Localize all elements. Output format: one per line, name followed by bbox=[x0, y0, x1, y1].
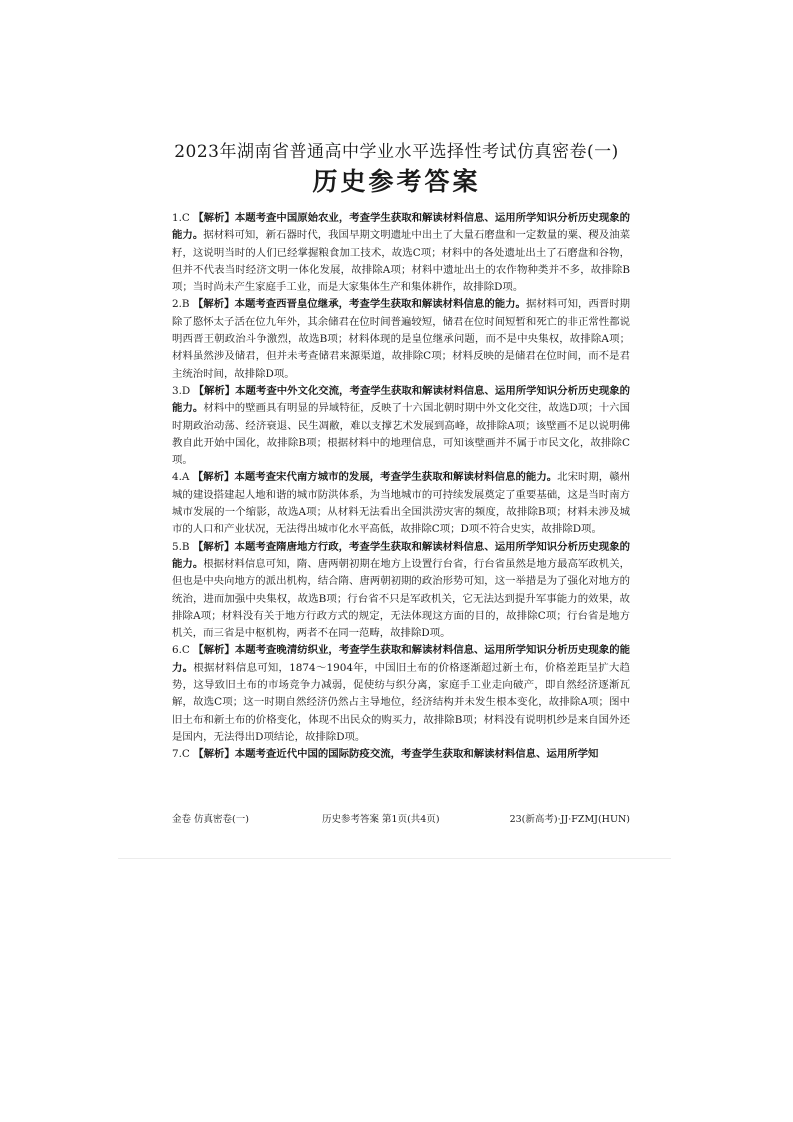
answer-body: 北宋时期，赣州城的建设搭建起人地和谐的城市防洪体系，为当地城市的可持续发展奠定了重要基础，这是当时南方城市发展的一个缩影，故选A项；从材料无法看出全国洪涝灾害的频度，故排除B项；材料未涉及城市的人口和产业状况，无法得出城市化水平高低，故排除C项；D项不符合史实，故排除D项。 bbox=[172, 471, 631, 536]
page-footer bbox=[172, 812, 630, 828]
footer-series: 金卷 仿真密卷(一) bbox=[172, 814, 249, 825]
answer-number: 7.C bbox=[172, 748, 190, 761]
answer-lead: 本题考查中国原始农业，考查学生获取和解读材料信息、运用所学知识分析历史现象的能力。 bbox=[172, 212, 631, 242]
answer-number: 5.B bbox=[172, 540, 190, 553]
answer-number: 2.B bbox=[172, 298, 190, 311]
analysis-tag: 【解析】 bbox=[193, 384, 236, 397]
answer-item bbox=[172, 296, 630, 382]
footer-code: 23(新高考)·JJ·FZMJ(HUN) bbox=[509, 814, 630, 825]
page-divider bbox=[118, 858, 671, 859]
answer-lead: 本题考查西晋皇位继承，考查学生获取和解读材料信息的能力。 bbox=[234, 298, 526, 311]
answer-lead: 本题考查中外文化交流，考查学生获取和解读材料信息、运用所学知识分析历史现象的能力。 bbox=[172, 384, 631, 415]
exam-title: 2023年湖南省普通高中学业水平选择性考试仿真密卷(一) bbox=[174, 142, 619, 162]
footer-page-info: 历史参考答案 第1页(共4页) bbox=[322, 814, 440, 825]
answer-item bbox=[172, 469, 630, 538]
answer-body: 根据材料信息可知，1874～1904年，中国旧土布的价格逐渐超过新土布，价格差距呈扩大趋势，这导致旧土布的市场竞争力减弱，促使纺与织分离，家庭手工业走向破产，即自然经济逐渐瓦解，故选C项；这一时期自然经济仍然占主导地位，经济结构并未发生根本变化，故排除A项；图中旧土布和新土布的价格变化，体现不出民众的购买力，故排除B项；材料没有说明机纱是来自国外还是国内，无法得出D项结论，故排除D项。 bbox=[172, 661, 630, 743]
answer-item bbox=[172, 210, 630, 296]
answer-item bbox=[172, 539, 630, 643]
answer-lead: 本题考查宋代南方城市的发展，考查学生获取和解读材料信息的能力。 bbox=[234, 471, 558, 484]
answer-lead: 本题考查晚清纺织业，考查学生获取和解读材料信息、运用所学知识分析历史现象的能力。 bbox=[172, 644, 631, 674]
analysis-tag: 【解析】 bbox=[192, 298, 235, 311]
answer-lead: 本题考查隋唐地方行政，考查学生获取和解读材料信息、运用所学知识分析历史现象的能力。 bbox=[172, 540, 631, 570]
answer-body: 据材料可知，西晋时期除了愍怀太子活在位九年外，其余储君在位时间普遍较短，储君在位时间短暂和死亡的非正常性都说明西晋王朝政治斗争激烈，故选B项；材料体现的是皇位继承问题，而不是中央集权，故排除A项；材料虽然涉及储君，但并未考查储君来源渠道，故排除C项；材料反映的是储君在位时间，而不是君主统治时间，故排除D项。 bbox=[172, 298, 631, 380]
answer-list bbox=[172, 210, 630, 764]
analysis-tag: 【解析】 bbox=[193, 644, 235, 657]
analysis-tag: 【解析】 bbox=[192, 540, 235, 553]
answer-number: 6.C bbox=[172, 644, 190, 657]
answer-body: 材料中的壁画具有明显的异域特征，反映了十六国北朝时期中外文化交往，故选D项；十六国时期政治动荡、经济衰退、民生凋敝，难以支撑艺术发展到高峰，故排除A项；该壁画不足以说明佛教自此开始中国化，故排除B项；根据材料中的地理信息，可知该壁画并不属于市民文化，故排除C项。 bbox=[172, 402, 631, 467]
analysis-tag: 【解析】 bbox=[193, 748, 235, 761]
answer-item bbox=[172, 642, 630, 746]
answer-body: 据材料可知，新石器时代，我国早期文明遗址中出土了大量石磨盘和一定数量的粟、稷及油菜籽，这说明当时的人们已经掌握粮食加工技术，故选C项；材料中的各处遗址出土了石磨盘和谷物，但并不代表当时经济文明一体化发展，故排除A项；材料中遗址出土的农作物种类并不多，故排除B项；当时尚未产生家庭手工业，而是大家集体生产和集体耕作，故排除D项。 bbox=[172, 229, 631, 294]
answer-body: 根据材料信息可知，隋、唐两朝初期在地方上设置行台省，行台省虽然是地方最高军政机关，但也是中央向地方的派出机构，结合隋、唐两朝初期的政治形势可知，这一举措是为了强化对地方的统治，进而加强中央集权，故选B项；行台省不只是军政机关，它无法达到提升军事能力的效果，故排除A项；材料没有关于地方行政方式的规定，无法体现这方面的目的，故排除C项；行台省是地方机关，而三省是中枢机构，两者不在同一范畴，故排除D项。 bbox=[172, 557, 631, 640]
analysis-tag: 【解析】 bbox=[192, 471, 235, 484]
answer-item bbox=[172, 383, 630, 469]
answer-item bbox=[172, 746, 630, 763]
answer-lead: 本题考查近代中国的国际防疫交流，考查学生获取和解读材料信息、运用所学知 bbox=[234, 748, 599, 761]
answer-number: 3.D bbox=[172, 384, 191, 397]
analysis-tag: 【解析】 bbox=[193, 212, 235, 224]
document-subtitle: 历史参考答案 bbox=[312, 167, 481, 196]
answer-number: 4.A bbox=[172, 471, 190, 484]
answer-number: 1.C bbox=[172, 212, 190, 224]
